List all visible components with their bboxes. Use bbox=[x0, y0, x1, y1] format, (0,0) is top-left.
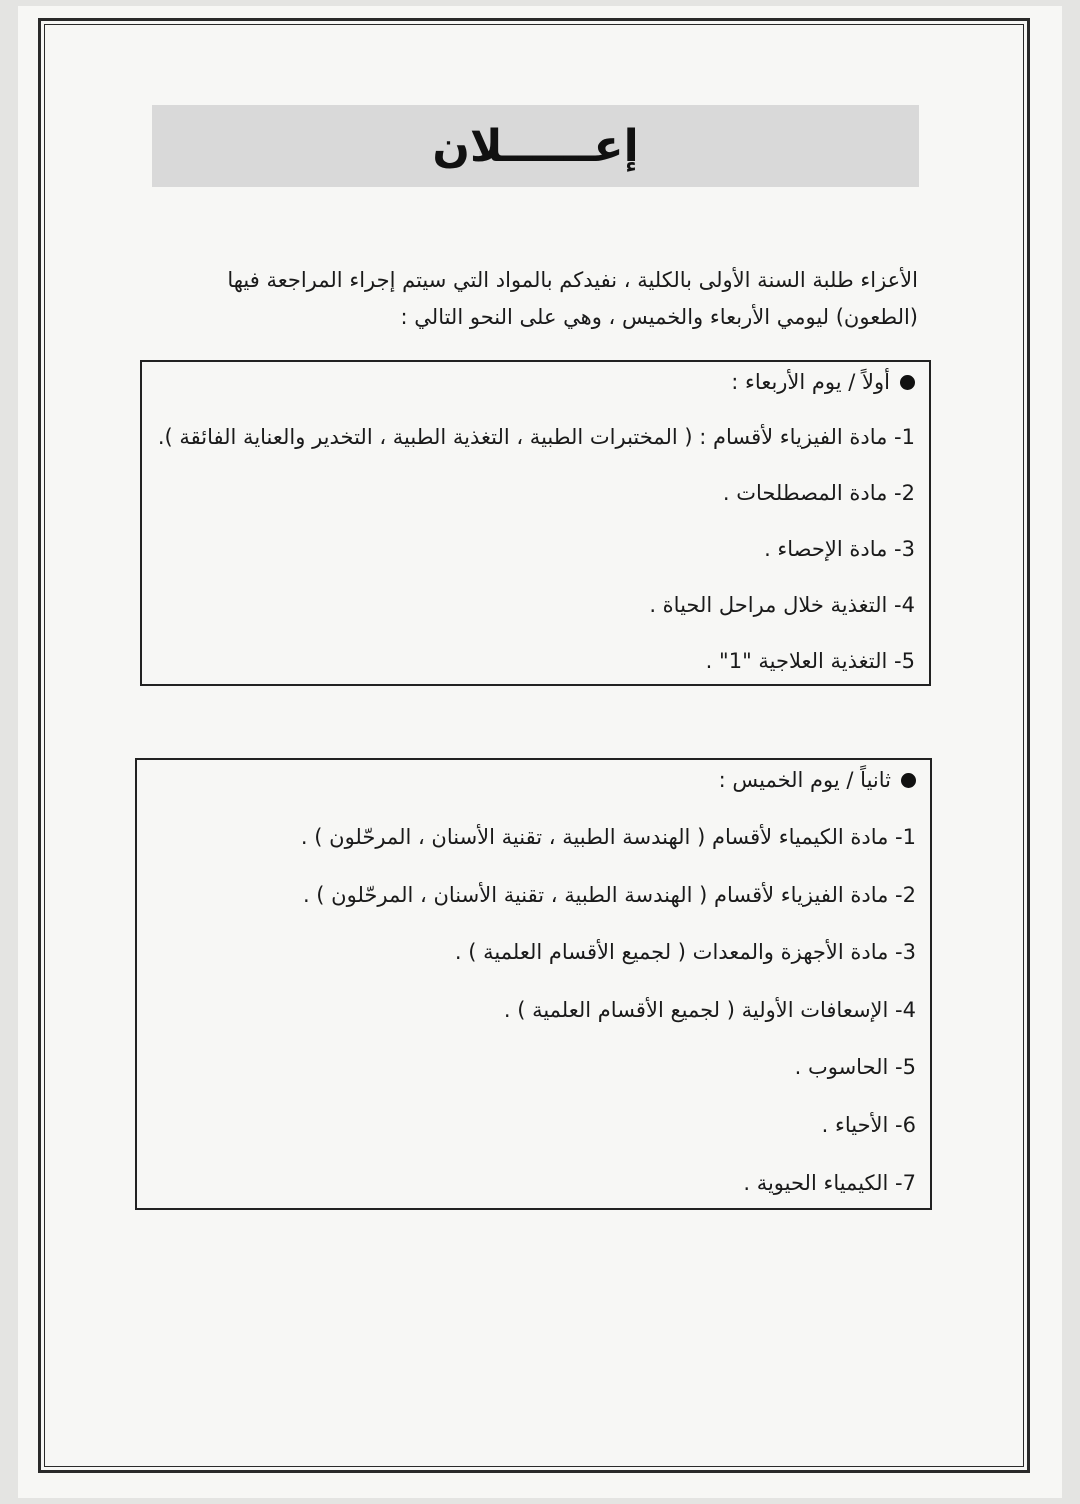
list-item: 5- الحاسوب . bbox=[794, 1055, 916, 1080]
bullet-icon bbox=[901, 773, 916, 788]
bullet-icon bbox=[900, 375, 915, 390]
list-item: 3- مادة الأجهزة والمعدات ( لجميع الأقسام العلمية ) . bbox=[454, 940, 916, 965]
list-item: 7- الكيمياء الحيوية . bbox=[743, 1170, 916, 1195]
thursday-list bbox=[147, 820, 916, 1223]
list-item: 2- مادة المصطلحات . bbox=[722, 481, 915, 505]
wednesday-list bbox=[152, 420, 915, 700]
intro-line-1: الأعزاء طلبة السنة الأولى بالكلية ، نفيدكم بالمواد التي سيتم إجراء المراجعة فيها bbox=[227, 268, 918, 292]
list-item: 4- التغذية خلال مراحل الحياة . bbox=[649, 593, 915, 617]
list-item: 4- الإسعافات الأولية ( لجميع الأقسام العلمية ) . bbox=[503, 997, 916, 1022]
intro-line-2: (الطعون) ليومي الأربعاء والخميس ، وهي على النحو التالي : bbox=[400, 305, 918, 329]
wednesday-heading-text: أولاً / يوم الأربعاء : bbox=[731, 370, 890, 394]
list-item: 1- مادة الكيمياء لأقسام ( الهندسة الطبية ، تقنية الأسنان ، المرحّلون ) . bbox=[300, 825, 916, 849]
list-item: 1- مادة الفيزياء لأقسام : ( المختبرات الطبية ، التغذية الطبية ، التخدير والعناية الفائقة ). bbox=[157, 425, 915, 449]
list-item: 2- مادة الفيزياء لأقسام ( الهندسة الطبية ، تقنية الأسنان ، المرحّلون ) . bbox=[302, 882, 916, 907]
page-border-inner bbox=[44, 24, 1024, 1467]
thursday-heading-text: ثانياً / يوم الخميس : bbox=[718, 768, 891, 792]
intro-paragraph bbox=[150, 262, 918, 336]
page-title: إعــــــلان bbox=[432, 120, 639, 172]
wednesday-box bbox=[140, 360, 931, 686]
wednesday-heading bbox=[731, 370, 915, 394]
list-item: 5- التغذية العلاجية "1" . bbox=[705, 649, 915, 673]
thursday-heading bbox=[719, 768, 916, 792]
list-item: 3- مادة الإحصاء . bbox=[764, 537, 915, 561]
title-banner bbox=[152, 105, 919, 187]
list-item: 6- الأحياء . bbox=[821, 1112, 916, 1137]
thursday-box bbox=[135, 758, 932, 1210]
